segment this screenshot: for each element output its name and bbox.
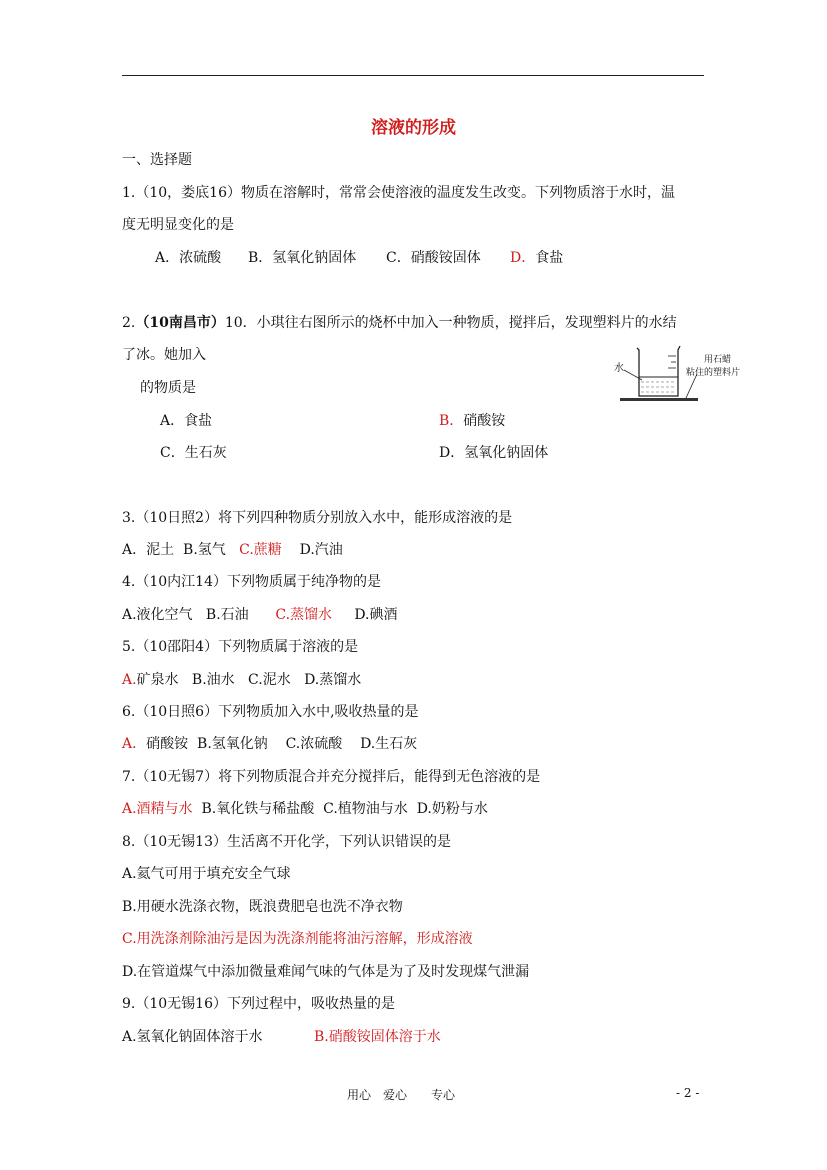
q2-option-b-text: 硝酸铵	[463, 413, 506, 429]
beaker-outline	[637, 346, 680, 396]
q5-option-c: C.泥水	[248, 672, 291, 688]
fig-label-line2: 粘住的塑料片	[686, 368, 741, 378]
q4-options	[122, 605, 398, 625]
q6-option-a-text: 硝酸铵	[146, 736, 189, 752]
q3-option-a: A．泥土	[122, 542, 175, 558]
plastic-sheet	[620, 398, 698, 401]
q9-option-a: A.氢氧化钠固体溶于水	[122, 1029, 263, 1045]
q2-line1	[122, 313, 677, 333]
q3-options	[122, 540, 343, 560]
q6-options	[122, 734, 417, 754]
q7-options	[122, 799, 488, 819]
q1-option-d	[510, 248, 563, 268]
q1-answer-letter: D．	[510, 250, 536, 266]
q7-option-a-answer: A.酒精与水	[122, 801, 193, 817]
header-rule	[122, 75, 704, 76]
q8-line: 8.（10无锡13）生活离不开化学，下列认识错误的是	[122, 834, 451, 850]
q1-option-a: A．浓硫酸	[155, 250, 222, 266]
q1-option-b: B．氢氧化钠固体	[248, 250, 357, 266]
q5-options	[122, 670, 361, 690]
beaker-figure	[612, 340, 758, 410]
q3-option-c-answer: C.蔗糖	[239, 542, 282, 558]
q7-option-b: B.氧化铁与稀盐酸	[201, 801, 315, 817]
q1-option-d-text: 食盐	[535, 250, 564, 266]
section-heading: 一、选择题	[122, 152, 192, 168]
q4-option-b: B.石油	[205, 607, 249, 623]
fig-label-line1: 用石蜡	[704, 355, 732, 365]
q6-option-b: B.氢氧化钠	[197, 736, 268, 752]
footer-motto: 用心 爱心 专心	[347, 1088, 456, 1102]
q8-option-a: A.氦气可用于填充安全气球	[122, 866, 291, 882]
q2-number: 2.	[122, 315, 136, 331]
q4-line: 4.（10内江14）下列物质属于纯净物的是	[122, 574, 381, 590]
q6-line: 6.（10日照6）下列物质加入水中,吸收热量的是	[122, 704, 419, 720]
q2-line2: 了冰。她加入	[122, 347, 206, 363]
fig-water-label: 水	[614, 363, 624, 374]
q8-option-c-answer: C.用洗涤剂除油污是因为洗涤剂能将油污溶解，形成溶液	[122, 931, 473, 947]
q1-line2: 度无明显变化的是	[122, 217, 234, 233]
q7-option-d: D.奶粉与水	[416, 801, 488, 817]
q2-answer-letter: B．	[439, 413, 464, 429]
q2-option-b	[439, 411, 505, 431]
q3-option-d: D.汽油	[299, 542, 343, 558]
q4-option-a: A.液化空气	[122, 607, 193, 623]
q5-answer-letter: A.	[122, 672, 137, 688]
q9-option-b-answer: B.硝酸铵固体溶于水	[314, 1029, 441, 1045]
q8-option-d: D.在管道煤气中添加微量难闻气味的气体是为了及时发现煤气泄漏	[122, 964, 530, 980]
q5-option-b: B.油水	[191, 672, 235, 688]
q1-line1: 1.（10，娄底16）物质在溶解时，常常会使溶液的温度发生改变。下列物质溶于水时，温	[122, 185, 675, 201]
q2-option-d: D．氢氧化钠固体	[439, 445, 549, 461]
q1-option-c: C．硝酸铵固体	[386, 250, 481, 266]
q9-line: 9.（10无锡16）下列过程中，吸收热量的是	[122, 996, 395, 1012]
page-title: 溶液的形成	[371, 118, 456, 138]
q2-option-c: C．生石灰	[160, 445, 227, 461]
q2-text: 10．小琪往右图所示的烧杯中加入一种物质，搅拌后，发现塑料片的水结	[224, 315, 677, 331]
q5-option-a-text: 矿泉水	[136, 672, 179, 688]
q5-line: 5.（10邵阳4）下列物质属于溶液的是	[122, 639, 359, 655]
q7-option-c: C.植物油与水	[323, 801, 408, 817]
q6-answer-letter: A．	[122, 736, 147, 752]
q2-line3: 的物质是	[140, 380, 196, 396]
q4-option-d: D.碘酒	[354, 607, 398, 623]
q3-line: 3.（10日照2）将下列四种物质分别放入水中，能形成溶液的是	[122, 510, 513, 526]
q5-option-d: D.蒸馏水	[304, 672, 362, 688]
q2-option-a: A．食盐	[160, 413, 213, 429]
q2-source: （10南昌市）	[135, 315, 225, 331]
q6-option-c: C.浓硫酸	[285, 736, 343, 752]
page-number: - 2 -	[676, 1086, 700, 1100]
q3-option-b: B.氢气	[183, 542, 226, 558]
q4-option-c-answer: C.蒸馏水	[275, 607, 333, 623]
q7-line: 7.（10无锡7）将下列物质混合并充分搅拌后，能得到无色溶液的是	[122, 769, 541, 785]
q8-option-b: B.用硬水洗涤衣物，既浪费肥皂也洗不净衣物	[122, 899, 403, 915]
q6-option-d: D.生石灰	[360, 736, 418, 752]
